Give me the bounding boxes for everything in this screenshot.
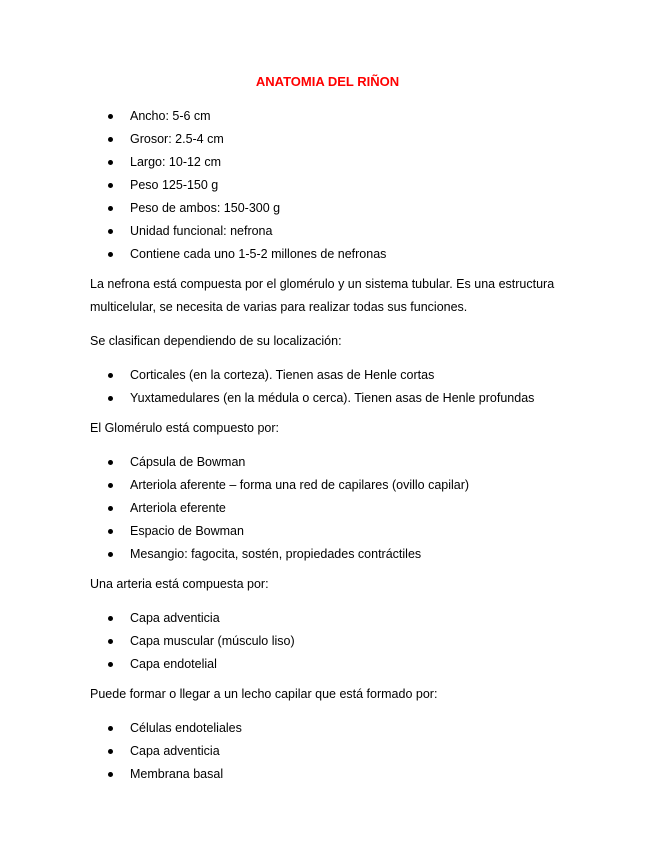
- document-body: [90, 105, 580, 786]
- list-item: Ancho: 5-6 cm: [90, 105, 580, 128]
- bullet-icon: [108, 114, 113, 119]
- bullet-icon: [108, 373, 113, 378]
- bullet-icon: [108, 772, 113, 777]
- list-item: Cápsula de Bowman: [90, 451, 580, 474]
- list-item: Corticales (en la corteza). Tienen asas de Henle cortas: [90, 364, 580, 387]
- list-item: Largo: 10-12 cm: [90, 151, 580, 174]
- lecho-capilar-paragraph: Puede formar o llegar a un lecho capilar que está formado por:: [90, 687, 438, 701]
- bullet-icon: [108, 726, 113, 731]
- glomerulo-parts-list: [90, 451, 580, 566]
- bullet-icon: [108, 160, 113, 165]
- list-item: Membrana basal: [90, 763, 580, 786]
- bullet-icon: [108, 483, 113, 488]
- nefrona-paragraph: La nefrona está compuesta por el glomérulo y un sistema tubular. Es una estructura multicelular, se necesita de varias para realizar todas sus funciones.: [90, 277, 555, 314]
- bullet-icon: [108, 252, 113, 257]
- bullet-icon: [108, 552, 113, 557]
- bullet-icon: [108, 506, 113, 511]
- list-item: Capa endotelial: [90, 653, 580, 676]
- bullet-icon: [108, 639, 113, 644]
- bullet-icon: [108, 460, 113, 465]
- list-item: Peso 125-150 g: [90, 174, 580, 197]
- list-item: Espacio de Bowman: [90, 520, 580, 543]
- bullet-icon: [108, 206, 113, 211]
- list-item: Células endoteliales: [90, 717, 580, 740]
- bullet-icon: [108, 749, 113, 754]
- list-item: Capa adventicia: [90, 740, 580, 763]
- list-item: Unidad funcional: nefrona: [90, 220, 580, 243]
- arteria-layers-list: [90, 607, 580, 676]
- bullet-icon: [108, 662, 113, 667]
- bullet-icon: [108, 229, 113, 234]
- list-item: Contiene cada uno 1-5-2 millones de nefronas: [90, 243, 580, 266]
- classification-paragraph: Se clasifican dependiendo de su localización:: [90, 334, 342, 348]
- bullet-icon: [108, 396, 113, 401]
- list-item: Peso de ambos: 150-300 g: [90, 197, 580, 220]
- lecho-capilar-list: [90, 717, 580, 786]
- list-item: Yuxtamedulares (en la médula o cerca). Tienen asas de Henle profundas: [90, 387, 580, 410]
- nephron-types-list: [90, 364, 580, 410]
- list-item: Mesangio: fagocita, sostén, propiedades contráctiles: [90, 543, 580, 566]
- kidney-measurements-list: [90, 105, 580, 266]
- bullet-icon: [108, 137, 113, 142]
- bullet-icon: [108, 183, 113, 188]
- bullet-icon: [108, 529, 113, 534]
- bullet-icon: [108, 616, 113, 621]
- arteria-paragraph: Una arteria está compuesta por:: [90, 577, 269, 591]
- glomerulo-paragraph: El Glomérulo está compuesto por:: [90, 421, 279, 435]
- list-item: Capa muscular (músculo liso): [90, 630, 580, 653]
- list-item: Capa adventicia: [90, 607, 580, 630]
- list-item: Grosor: 2.5-4 cm: [90, 128, 580, 151]
- document-title: ANATOMIA DEL RIÑON: [255, 74, 400, 89]
- list-item: Arteriola aferente – forma una red de capilares (ovillo capilar): [90, 474, 580, 497]
- list-item: Arteriola eferente: [90, 497, 580, 520]
